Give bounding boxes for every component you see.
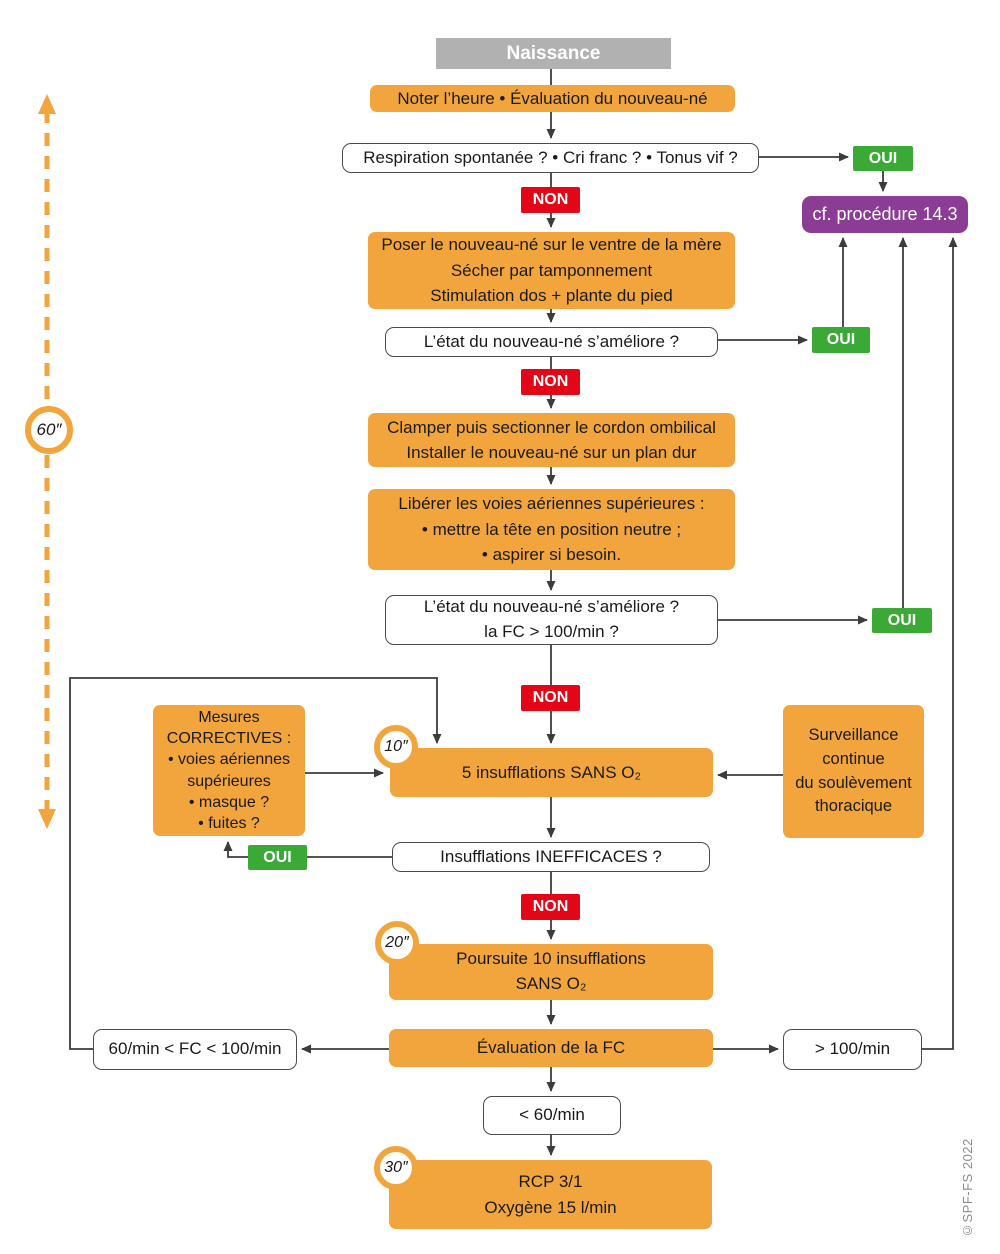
procedure-14-3-box: cf. procédure 14.3 [802,196,968,233]
box-line: Sécher par tamponnement [450,260,653,280]
box-line: la FC > 100/min ? [484,622,619,641]
fc-mid-box: 60/min < FC < 100/min [93,1029,297,1070]
oui-tag-4: OUI [248,845,307,870]
non-tag-1: NON [521,187,580,213]
box-line: Poursuite 10 insufflations [456,949,646,969]
copyright-label: ©SPF-FS 2022 [960,1138,975,1238]
place-on-mother-box [368,232,735,309]
box-line: CORRECTIVES : [166,730,292,748]
badge-60s: 60″ [25,406,73,454]
non-tag-4: NON [521,894,580,920]
naissance-box: Naissance [436,38,671,69]
oui-tag-3: OUI [872,608,932,633]
box-line: RCP 3/1 [518,1172,583,1191]
oui-tag-1: OUI [853,146,913,171]
free-airways-box [368,489,735,570]
box-line: Oxygène 15 l/min [484,1197,617,1217]
badge-20s: 20″ [375,921,419,965]
fc-low-box: < 60/min [483,1096,621,1135]
box-line: Stimulation dos + plante du pied [430,286,673,306]
q-improvement-1-box: L’état du nouveau-né s’améliore ? [385,327,718,357]
q-spontaneous-breathing-box: Respiration spontanée ? • Cri franc ? • Tonus vif ? [342,143,759,173]
q-improvement-2-box [385,595,718,645]
box-line: Surveillance [808,725,899,744]
rcp-box [389,1160,712,1229]
box-line: Libérer les voies aériennes supérieures : [398,494,705,514]
box-line: thoracique [814,797,893,816]
five-insufflations-box: 5 insufflations SANS O₂ [390,748,713,797]
timeline-dashed-arrow [38,94,56,829]
box-line: Clamper puis sectionner le cordon ombilical [387,417,716,437]
fc-evaluation-box: Évaluation de la FC [389,1029,713,1067]
non-tag-2: NON [521,369,580,395]
box-line: • voies aériennes [167,751,291,769]
box-line: continue [822,749,885,768]
note-time-box: Noter l’heure • Évaluation du nouveau-né [370,85,735,112]
box-line: L’état du nouveau-né s’améliore ? [423,597,680,617]
badge-10s: 10″ [374,725,418,769]
box-line: supérieures [187,772,271,790]
clamp-cord-box [368,413,735,467]
corrective-measures-box [153,705,305,836]
box-line: Mesures [198,709,260,727]
box-line: • fuites ? [198,814,260,832]
surveillance-box [783,705,924,838]
box-line: • mettre la tête en position neutre ; [421,519,682,539]
box-line: • aspirer si besoin. [481,545,622,565]
non-tag-3: NON [521,685,580,711]
box-line: • masque ? [188,793,270,811]
box-line: Installer le nouveau-né sur un plan dur [406,443,697,462]
badge-30s: 30″ [374,1146,418,1190]
box-line: du soulèvement [795,773,912,792]
oui-tag-2: OUI [812,327,870,353]
box-line: SANS O₂ [515,974,587,993]
fc-high-box: > 100/min [783,1029,922,1070]
q-ineffective-insufflations-box: Insufflations INEFFICACES ? [392,842,710,872]
ten-insufflations-box [389,944,713,1000]
box-line: Poser le nouveau-né sur le ventre de la mère [381,235,722,255]
